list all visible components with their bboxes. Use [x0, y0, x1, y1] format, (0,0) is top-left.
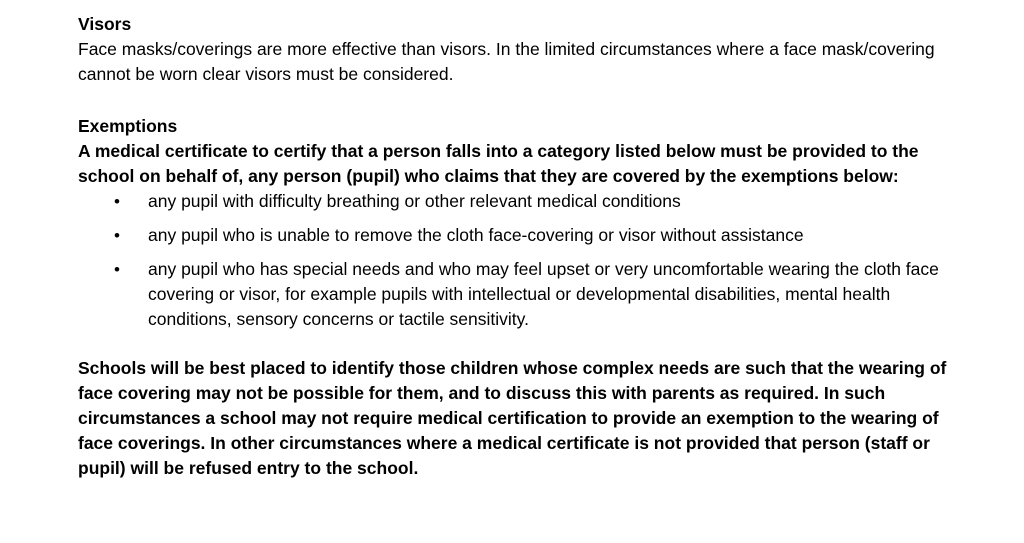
- visors-section: [78, 12, 968, 87]
- visors-heading: Visors: [78, 14, 132, 34]
- visors-body: Face masks/coverings are more effective than visors. In the limited circumstances where a face mask/covering cannot be worn clear visors must be considered.: [78, 39, 935, 84]
- list-item: [78, 257, 968, 332]
- bullet-icon: •: [114, 260, 120, 279]
- bullet-icon: •: [114, 226, 120, 245]
- document-page: [78, 12, 968, 481]
- exemptions-list: [78, 189, 968, 332]
- exemptions-heading: Exemptions: [78, 116, 178, 136]
- exemptions-section: [78, 114, 968, 481]
- list-item: [78, 223, 968, 248]
- list-item-text: any pupil who has special needs and who may feel upset or very uncomfortable wearing the cloth face covering or visor, for example pupils with intellectual or developmental disabilities, mental health conditions, sensory concerns or tactile sensitivity.: [148, 259, 939, 329]
- exemptions-intro: A medical certificate to certify that a person falls into a category listed below must be provided to the school on behalf of, any person (pupil) who claims that they are covered by the exemptions below:: [78, 141, 919, 186]
- paragraph-spacer: [78, 332, 968, 356]
- list-item: [78, 189, 968, 214]
- section-spacer: [78, 87, 968, 114]
- list-item-text: any pupil with difficulty breathing or other relevant medical conditions: [148, 191, 681, 211]
- bullet-icon: •: [114, 192, 120, 211]
- list-item-text: any pupil who is unable to remove the cloth face-covering or visor without assistance: [148, 225, 804, 245]
- exemptions-closing: Schools will be best placed to identify those children whose complex needs are such that the wearing of face covering may not be possible for them, and to discuss this with parents as required. In such circumstances a school may not require medical certification to provide an exemption to the wearing of face coverings. In other circumstances where a medical certificate is not provided that person (staff or pupil) will be refused entry to the school.: [78, 358, 947, 478]
